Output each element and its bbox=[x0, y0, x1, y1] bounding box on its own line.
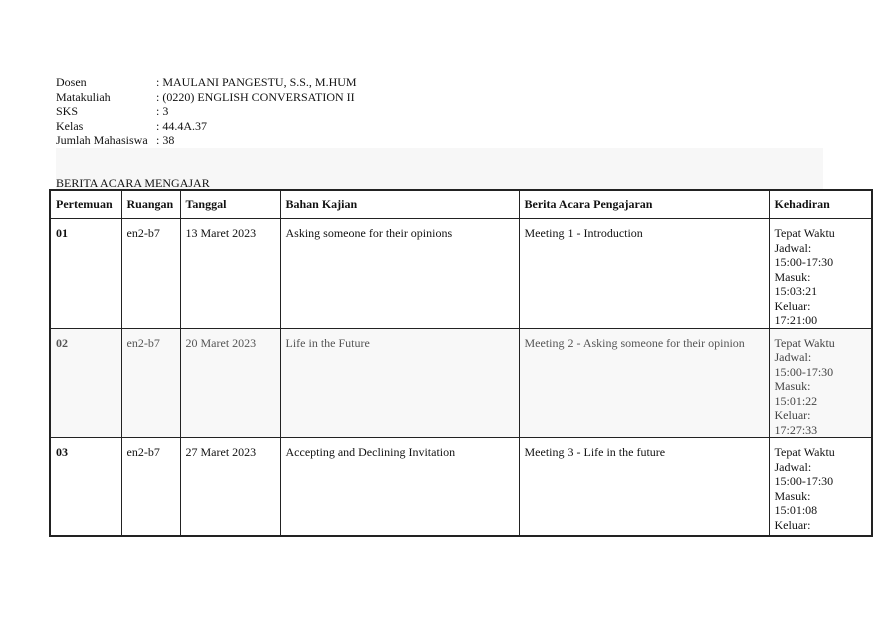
cell-ruangan: en2-b7 bbox=[121, 438, 180, 537]
info-label: Jumlah Mahasiswa bbox=[56, 133, 148, 148]
info-value: : 44.4A.37 bbox=[156, 118, 207, 133]
cell-pertemuan: 03 bbox=[50, 438, 121, 537]
kehadiran-keluar-label: Keluar: bbox=[774, 408, 811, 422]
info-label: Kelas bbox=[56, 118, 84, 133]
info-row-sks bbox=[56, 104, 357, 119]
info-label: Dosen bbox=[56, 75, 87, 89]
cell-kehadiran bbox=[769, 219, 872, 329]
kehadiran-masuk-label: Masuk: bbox=[774, 269, 811, 284]
cell-berita-acara: Meeting 1 - Introduction bbox=[519, 219, 769, 329]
kehadiran-keluar-label: Keluar: bbox=[774, 298, 811, 313]
table-header-row bbox=[50, 190, 872, 219]
kehadiran-masuk-value: 15:01:22 bbox=[774, 393, 818, 408]
cell-bahan-kajian: Life in the Future bbox=[280, 328, 519, 438]
cell-ruangan: en2-b7 bbox=[121, 328, 180, 438]
cell-bahan-kajian: Asking someone for their opinions bbox=[280, 219, 519, 329]
header-ruangan: Ruangan bbox=[121, 190, 180, 219]
cell-tanggal: 27 Maret 2023 bbox=[180, 438, 280, 537]
kehadiran-jadwal-label: Jadwal: bbox=[774, 350, 812, 364]
kehadiran-status: Tepat Waktu bbox=[774, 226, 835, 240]
cell-tanggal: 13 Maret 2023 bbox=[180, 219, 280, 329]
cell-ruangan: en2-b7 bbox=[121, 219, 180, 329]
cell-tanggal: 20 Maret 2023 bbox=[180, 328, 280, 438]
kehadiran-jadwal-value: 15:00-17:30 bbox=[774, 364, 834, 379]
info-value: : MAULANI PANGESTU, S.S., M.HUM bbox=[156, 75, 357, 89]
info-label: Matakuliah bbox=[56, 89, 111, 104]
kehadiran-masuk-value: 15:01:08 bbox=[774, 503, 818, 517]
cell-pertemuan: 01 bbox=[50, 219, 121, 329]
table-row bbox=[50, 438, 872, 537]
cell-berita-acara: Meeting 3 - Life in the future bbox=[519, 438, 769, 537]
kehadiran-status: Tepat Waktu bbox=[774, 445, 835, 459]
kehadiran-jadwal-label: Jadwal: bbox=[774, 459, 812, 474]
info-value: : 38 bbox=[156, 133, 175, 148]
table-row bbox=[50, 328, 872, 438]
berita-acara-table bbox=[49, 189, 873, 537]
kehadiran-jadwal-value: 15:00-17:30 bbox=[774, 255, 834, 269]
header-berita-acara: Berita Acara Pengajaran bbox=[519, 190, 769, 219]
kehadiran-keluar-label: Keluar: bbox=[774, 517, 811, 532]
table-row bbox=[50, 219, 872, 329]
cell-kehadiran bbox=[769, 438, 872, 537]
kehadiran-masuk-value: 15:03:21 bbox=[774, 284, 818, 298]
header-pertemuan: Pertemuan bbox=[50, 190, 121, 219]
info-row-dosen bbox=[56, 75, 357, 90]
cell-pertemuan: 02 bbox=[50, 328, 121, 438]
cell-berita-acara: Meeting 2 - Asking someone for their opinion bbox=[519, 328, 769, 438]
kehadiran-jadwal-label: Jadwal: bbox=[774, 240, 812, 255]
kehadiran-jadwal-value: 15:00-17:30 bbox=[774, 474, 834, 488]
info-row-kelas bbox=[56, 119, 357, 134]
header-kehadiran: Kehadiran bbox=[769, 190, 872, 219]
info-row-matakuliah bbox=[56, 90, 357, 105]
cell-kehadiran bbox=[769, 328, 872, 438]
kehadiran-masuk-label: Masuk: bbox=[774, 379, 811, 393]
kehadiran-status: Tepat Waktu bbox=[774, 335, 835, 350]
info-value: : (0220) ENGLISH CONVERSATION II bbox=[156, 89, 355, 104]
header-bahan-kajian: Bahan Kajian bbox=[280, 190, 519, 219]
info-label: SKS bbox=[56, 104, 79, 119]
course-info bbox=[56, 75, 357, 148]
kehadiran-keluar-value: 17:27:33 bbox=[774, 422, 818, 437]
info-row-jumlah-mahasiswa bbox=[56, 133, 357, 148]
info-value: : 3 bbox=[156, 104, 169, 119]
header-tanggal: Tanggal bbox=[180, 190, 280, 219]
cell-bahan-kajian: Accepting and Declining Invitation bbox=[280, 438, 519, 537]
section-title: BERITA ACARA MENGAJAR bbox=[56, 176, 210, 190]
kehadiran-keluar-value: 17:21:00 bbox=[774, 313, 818, 327]
kehadiran-masuk-label: Masuk: bbox=[774, 488, 811, 503]
